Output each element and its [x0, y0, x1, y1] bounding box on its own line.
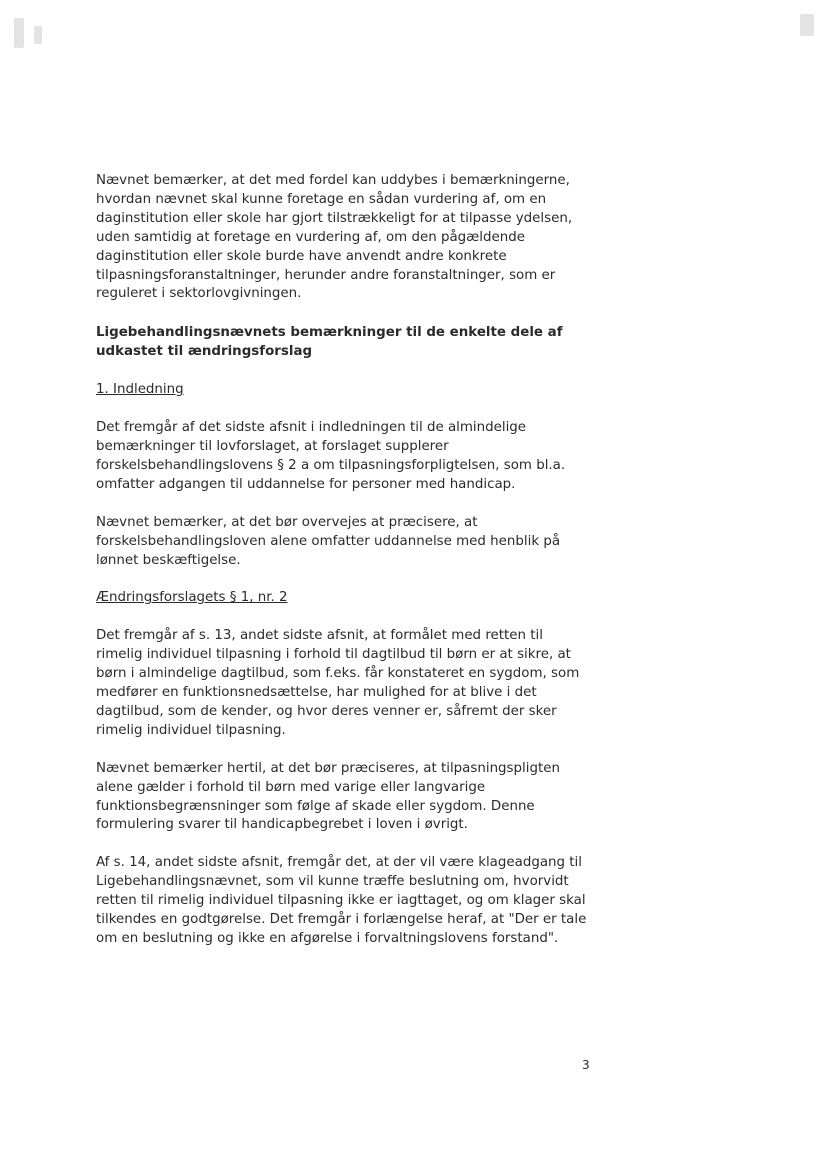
paragraph: Nævnet bemærker hertil, at det bør præciseres, at tilpasningspligten alene gælder i forhold til børn med varige eller langvarige funktionsbegrænsninger som følge af skade eller sygdom. Denne formulering svarer til handicapbegrebet i loven i øvrigt. [96, 760, 560, 833]
paragraph: Nævnet bemærker, at det med fordel kan uddybes i bemærkningerne, hvordan nævnet skal kunne foretage en sådan vurdering af, om en daginstitution eller skole har gjort tilstrækkeligt for at tilpasse ydelsen, uden samtidig at foretage en vurdering af, om den pågældende daginstitution eller skole burde have anvendt andre konkrete tilpasningsforanstaltninger, herunder andre foranstaltninger, som er reguleret i sektorlovgivningen. [96, 173, 573, 302]
section-heading: Ligebehandlingsnævnets bemærkninger til de enkelte dele af udkastet til ændringsforslag [96, 325, 563, 360]
subheading-aendringsforslag: Ændringsforslagets § 1, nr. 2 [96, 590, 288, 606]
subheading-indledning: 1. Indledning [96, 382, 184, 398]
paragraph: Det fremgår af det sidste afsnit i indledningen til de almindelige bemærkninger til lovforslaget, at forslaget supplerer forskelsbehandlingslovens § 2 a om tilpasningsforpligtelsen, som bl.a. omfatter adgangen til uddannelse for personer med handicap. [96, 420, 566, 492]
document-body [96, 172, 596, 949]
scan-artifact [34, 26, 42, 44]
paragraph: Nævnet bemærker, at det bør overvejes at præcisere, at forskelsbehandlingsloven alene omfatter uddannelse med henblik på lønnet beskæftigelse. [96, 514, 561, 568]
scan-artifact [14, 18, 24, 48]
paragraph: Det fremgår af s. 13, andet sidste afsnit, at formålet med retten til rimelig individuel tilpasning i forhold til dagtilbud til børn er at sikre, at børn i almindelige dagtilbud, som f.eks. får konstateret en sygdom, som medfører en funktionsnedsættelse, har mulighed for at blive i det dagtilbud, som de kender, og hvor deres venner er, såfremt der sker rimelig individuel tilpasning. [96, 628, 580, 738]
page-number: 3 [582, 1058, 590, 1072]
scan-artifact [800, 14, 814, 36]
paragraph: Af s. 14, andet sidste afsnit, fremgår det, at der vil være klageadgang til Ligebehandlingsnævnet, som vil kunne træffe beslutning om, hvorvidt retten til rimelig individuel tilpasning ikke er iagttaget, og om klager skal tilkendes en godtgørelse. Det fremgår i forlængelse heraf, at "Der er tale om en beslutning og ikke en afgørelse i forvaltningslovens forstand". [96, 855, 587, 946]
